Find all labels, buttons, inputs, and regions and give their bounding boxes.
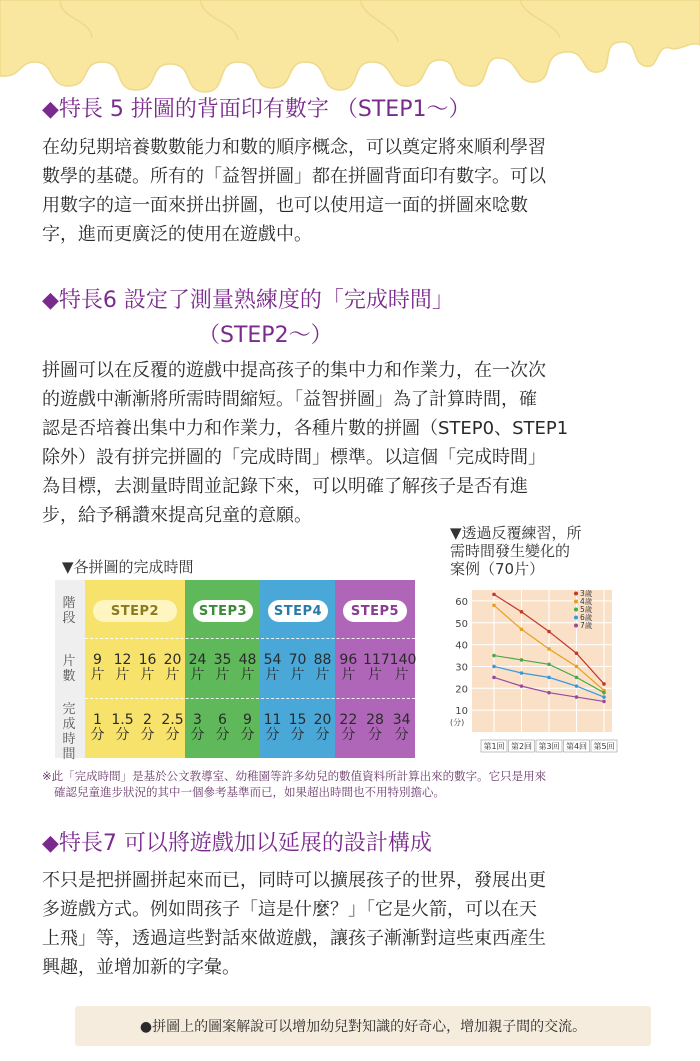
data-point <box>520 628 524 632</box>
x-tick-label: 第2回 <box>510 742 533 751</box>
piece-count-cell <box>236 653 260 683</box>
completion-time-value: 3 <box>193 712 202 728</box>
data-point <box>520 610 524 614</box>
footnote-line: ※此「完成時間」是基於公文教導室、幼稚園等許多幼兒的數值資料所計算出來的數字。它只是用來 <box>42 769 547 783</box>
legend-label: 5歲 <box>580 605 593 614</box>
data-point <box>575 665 579 669</box>
completion-time-unit: 分 <box>190 727 205 743</box>
data-point <box>520 684 524 688</box>
y-tick-label: 30 <box>455 662 468 674</box>
data-point <box>575 652 579 656</box>
data-point <box>492 665 496 669</box>
piece-count-value: 140 <box>389 652 417 668</box>
completion-time-unit: 分 <box>215 727 230 743</box>
section5-line: 在幼兒期培養數數能力和數的順序概念，可以奠定將來順利學習 <box>42 137 546 158</box>
chart-caption <box>450 524 582 578</box>
data-point <box>547 691 551 695</box>
piece-count-unit: 片 <box>290 667 305 683</box>
completion-time-table <box>55 580 417 762</box>
section6-body <box>42 356 660 530</box>
x-tick-label: 第4回 <box>565 742 588 751</box>
data-point <box>492 676 496 680</box>
legend-label: 6歲 <box>580 613 593 622</box>
bottom-note: ●拼圖上的圖案解說可以增加幼兒對知識的好奇心，增加親子間的交流。 <box>75 1006 651 1046</box>
completion-time-cell <box>136 713 160 743</box>
footnote-line: 確認兒童進步狀況的其中一個參考基準而已，如果超出時間也不用特別擔心。 <box>54 785 445 799</box>
data-point <box>575 676 579 680</box>
section5-body <box>42 133 660 249</box>
x-tick-label: 第1回 <box>483 742 505 751</box>
completion-time-unit: 分 <box>115 727 130 743</box>
completion-time-value: 11 <box>263 712 282 728</box>
row-label-step: 階段 <box>62 596 76 626</box>
chart-caption-line: 案例（70片） <box>450 560 545 578</box>
legend-marker <box>574 616 578 620</box>
piece-count-unit: 片 <box>165 667 180 683</box>
data-point <box>602 691 606 695</box>
data-point <box>575 684 579 688</box>
piece-count-cell <box>286 653 310 683</box>
completion-time-cell <box>336 713 360 743</box>
data-point <box>520 671 524 675</box>
y-tick-label: 50 <box>455 618 468 630</box>
section6-line: 拼圖可以在反覆的遊戲中提高孩子的集中力和作業力，在一次次 <box>42 360 546 381</box>
piece-count-unit: 片 <box>265 667 280 683</box>
piece-count-unit: 片 <box>315 667 330 683</box>
completion-time-value: 28 <box>366 712 384 728</box>
piece-count-value: 54 <box>263 652 282 668</box>
y-tick-label: 60 <box>455 596 468 608</box>
section6-title-line2: （STEP2～） <box>198 323 333 348</box>
piece-count-cell <box>311 653 335 683</box>
data-point <box>547 647 551 651</box>
completion-time-value: 1 <box>93 712 102 728</box>
completion-time-cell <box>161 713 185 743</box>
chart-caption-line: 需時間發生變化的 <box>450 542 571 560</box>
table-footnote <box>42 768 662 800</box>
piece-count-cell <box>389 652 417 683</box>
completion-time-value: 1.5 <box>111 712 134 728</box>
data-point <box>492 593 496 597</box>
row-label-pieces: 片數 <box>62 654 76 684</box>
section6-line: 步，給予稱讚來提高兒童的意願。 <box>42 505 312 526</box>
data-point <box>547 630 551 634</box>
completion-time-value: 2.5 <box>161 712 184 728</box>
step5-label: STEP5 <box>343 600 407 622</box>
piece-count-unit: 片 <box>341 667 356 683</box>
completion-time-cell <box>261 713 285 743</box>
data-point <box>602 700 606 704</box>
piece-count-cell <box>363 652 390 683</box>
completion-time-cell <box>186 713 210 743</box>
piece-count-unit: 片 <box>190 667 205 683</box>
piece-count-unit: 片 <box>240 667 255 683</box>
section7-line: 興趣，並增加新的字彙。 <box>42 957 240 978</box>
piece-count-cell <box>336 653 360 683</box>
step4-label: STEP4 <box>268 600 328 622</box>
piece-count-unit: 片 <box>394 667 409 683</box>
completion-time-value: 34 <box>392 712 411 728</box>
completion-time-value: 2 <box>143 712 152 728</box>
section7-title: ◆特長7 可以將遊戲加以延展的設計構成 <box>42 831 432 856</box>
section6-line: 認是否培養出集中力和作業力，各種片數的拼圖（STEP0、STEP1 <box>42 418 569 439</box>
piece-count-cell <box>86 653 110 683</box>
piece-count-value: 16 <box>138 652 157 668</box>
piece-count-value: 48 <box>238 652 257 668</box>
piece-count-cell <box>186 653 210 683</box>
section6-line: 的遊戲中漸漸將所需時間縮短。「益智拼圖」為了計算時間，確 <box>42 389 537 410</box>
chart-caption-line: ▼透過反覆練習，所 <box>450 524 582 542</box>
completion-time-unit: 分 <box>368 727 382 743</box>
x-tick-label: 第5回 <box>593 742 615 751</box>
completion-time-cell <box>286 713 310 743</box>
data-point <box>575 695 579 699</box>
step2-label: STEP2 <box>93 600 177 622</box>
completion-time-unit: 分 <box>90 727 105 743</box>
legend-marker <box>574 608 578 612</box>
completion-time-unit: 分 <box>290 727 305 743</box>
y-tick-label: 40 <box>455 640 468 652</box>
piece-count-value: 70 <box>288 652 307 668</box>
piece-count-value: 96 <box>339 652 358 668</box>
data-point <box>602 682 606 686</box>
section5-title: ◆特長 5 拼圖的背面印有數字 （STEP1～） <box>42 97 471 122</box>
puzzle-header-decoration <box>0 0 700 110</box>
completion-time-cell <box>111 713 135 743</box>
completion-time-value: 9 <box>243 712 252 728</box>
legend-marker <box>574 600 578 604</box>
completion-time-cell <box>86 713 110 743</box>
section7-line: 不只是把拼圖拼起來而已，同時可以擴展孩子的世界，發展出更 <box>42 870 546 891</box>
practice-time-line-chart <box>448 586 618 754</box>
step3-label: STEP3 <box>193 600 253 622</box>
piece-count-value: 117 <box>363 652 390 668</box>
piece-count-cell <box>136 653 160 683</box>
completion-time-cell <box>390 713 414 743</box>
y-tick-label: 10 <box>455 706 468 718</box>
section7-line: 多遊戲方式。例如問孩子「這是什麼？」「它是火箭，可以在天 <box>42 899 537 920</box>
piece-count-value: 20 <box>163 652 182 668</box>
piece-count-value: 24 <box>188 652 207 668</box>
table-row-divider <box>85 638 415 639</box>
section6-line: 為目標，去測量時間並記錄下來，可以明確了解孩子是否有進 <box>42 476 528 497</box>
data-point <box>520 658 524 662</box>
section5-line: 字，進而更廣泛的使用在遊戲中。 <box>42 224 312 245</box>
piece-count-unit: 片 <box>140 667 155 683</box>
piece-count-value: 9 <box>93 652 102 668</box>
piece-count-cell <box>111 653 135 683</box>
data-point <box>547 662 551 666</box>
section6-title: ◆特長6 設定了測量熟練度的「完成時間」 <box>42 288 454 313</box>
completion-time-unit: 分 <box>315 727 330 743</box>
section5-line: 數學的基礎。所有的「益智拼圖」都在拼圖背面印有數字。可以 <box>42 166 546 187</box>
completion-time-unit: 分 <box>240 727 255 743</box>
completion-time-unit: 分 <box>341 727 356 743</box>
completion-time-cell <box>236 713 260 743</box>
section6-line: 除外）設有拼完拼圖的「完成時間」標準。以這個「完成時間」 <box>42 447 546 468</box>
piece-count-cell <box>161 653 185 683</box>
completion-time-cell <box>311 713 335 743</box>
x-tick-label: 第3回 <box>538 742 560 751</box>
section7-line: 上飛」等，透過這些對話來做遊戲，讓孩子漸漸對這些東西產生 <box>42 928 546 949</box>
completion-time-cell <box>211 713 235 743</box>
data-point <box>492 603 496 607</box>
table-row-divider <box>85 698 415 699</box>
completion-time-value: 15 <box>288 712 307 728</box>
piece-count-value: 88 <box>313 652 332 668</box>
completion-time-cell <box>363 713 387 743</box>
piece-count-unit: 片 <box>90 667 105 683</box>
piece-count-value: 35 <box>213 652 232 668</box>
y-tick-label: 20 <box>455 684 468 696</box>
piece-count-unit: 片 <box>368 667 382 683</box>
data-point <box>547 676 551 680</box>
legend-label: 3歲 <box>580 589 593 598</box>
row-label-time: 完成時間 <box>62 702 76 762</box>
legend-marker <box>574 592 578 596</box>
legend-label: 4歲 <box>580 597 593 606</box>
completion-time-value: 20 <box>313 712 332 728</box>
completion-time-unit: 分 <box>140 727 155 743</box>
completion-time-unit: 分 <box>394 727 409 743</box>
piece-count-unit: 片 <box>215 667 230 683</box>
y-unit-label: (分) <box>450 718 465 728</box>
legend-marker <box>574 624 578 628</box>
completion-time-unit: 分 <box>165 727 180 743</box>
piece-count-unit: 片 <box>115 667 130 683</box>
piece-count-cell <box>211 653 235 683</box>
piece-count-value: 12 <box>113 652 132 668</box>
section5-line: 用數字的這一面來拼出拼圖，也可以使用這一面的拼圖來唸數 <box>42 195 528 216</box>
legend-label: 7歲 <box>580 621 593 630</box>
table-caption: ▼各拼圖的完成時間 <box>62 558 194 576</box>
completion-time-unit: 分 <box>265 727 280 743</box>
completion-time-value: 22 <box>339 712 358 728</box>
data-point <box>602 695 606 699</box>
completion-time-value: 6 <box>218 712 227 728</box>
data-point <box>492 654 496 658</box>
piece-count-cell <box>261 653 285 683</box>
section7-body <box>42 866 660 982</box>
